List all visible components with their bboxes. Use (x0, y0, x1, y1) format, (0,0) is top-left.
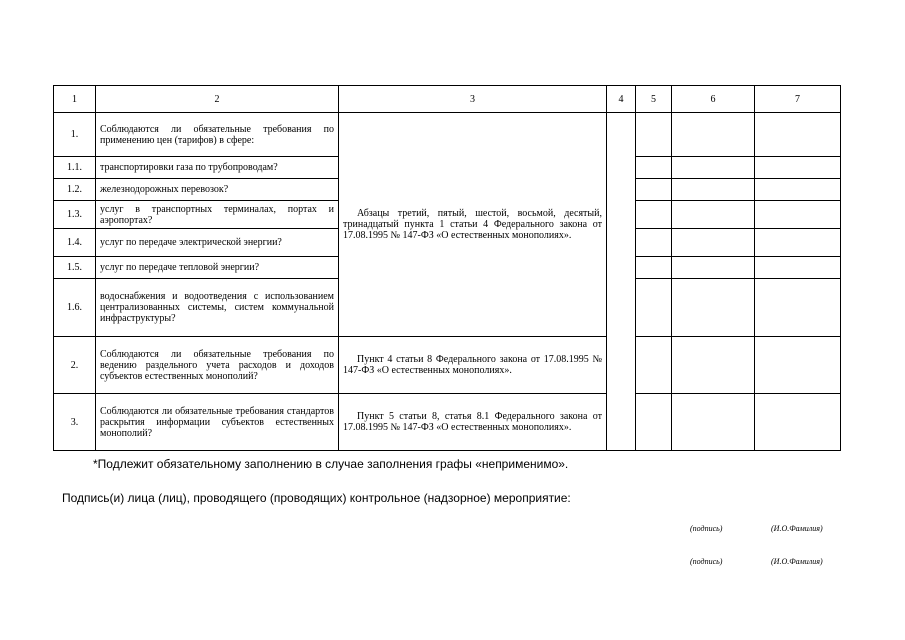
row-question: транспортировки газа по трубопроводам? (96, 157, 339, 179)
row-question: услуг по передаче электрической энергии? (96, 229, 339, 257)
answer-cell[interactable] (755, 157, 841, 179)
row-number: 1.3. (54, 201, 96, 229)
row-number: 1.4. (54, 229, 96, 257)
name-caption: (И.О.Фамилия) (771, 524, 823, 533)
signature-title: Подпись(и) лица (лиц), проводящего (проводящих) контрольное (надзорное) мероприятие: (62, 491, 571, 505)
answer-cell[interactable] (636, 279, 672, 337)
row-question: железнодорожных перевозок? (96, 179, 339, 201)
answer-cell[interactable] (672, 257, 755, 279)
answer-cell[interactable] (755, 337, 841, 394)
answer-cell[interactable] (755, 179, 841, 201)
answer-cell[interactable] (672, 337, 755, 394)
header-col-7: 7 (755, 86, 841, 113)
header-col-1: 1 (54, 86, 96, 113)
row-number: 1.5. (54, 257, 96, 279)
header-col-5: 5 (636, 86, 672, 113)
legal-reference-row2 (339, 337, 607, 394)
answer-cell[interactable] (672, 229, 755, 257)
answer-cell[interactable] (755, 201, 841, 229)
checklist-table (53, 85, 841, 451)
row-question: Соблюдаются ли обязательные требования стандартов раскрытия информации субъектов естественных монополий? (96, 394, 339, 451)
row-number: 1.2. (54, 179, 96, 201)
header-col-4: 4 (607, 86, 636, 113)
col4-merged-cell[interactable] (607, 113, 636, 451)
legal-reference-text: Пункт 5 статьи 8, статья 8.1 Федерального закона от 17.08.1995 № 147-ФЗ «О естественных монополиях». (343, 411, 602, 433)
legal-reference-row3 (339, 394, 607, 451)
table-row (54, 337, 841, 394)
answer-cell[interactable] (755, 394, 841, 451)
signature-caption: (подпись) (690, 524, 723, 533)
row-question: Соблюдаются ли обязательные требования по применению цен (тарифов) в сфере: (96, 113, 339, 157)
signature-caption: (подпись) (690, 557, 723, 566)
answer-cell[interactable] (672, 201, 755, 229)
answer-cell[interactable] (636, 337, 672, 394)
name-caption: (И.О.Фамилия) (771, 557, 823, 566)
header-col-3: 3 (339, 86, 607, 113)
footnote: *Подлежит обязательному заполнению в случае заполнения графы «неприменимо». (93, 457, 569, 471)
answer-cell[interactable] (755, 257, 841, 279)
row-question: услуг по передаче тепловой энергии? (96, 257, 339, 279)
answer-cell[interactable] (636, 113, 672, 157)
answer-cell[interactable] (636, 257, 672, 279)
row-question: услуг в транспортных терминалах, портах и аэропортах? (96, 201, 339, 229)
legal-reference-text: Пункт 4 статьи 8 Федерального закона от 17.08.1995 № 147-ФЗ «О естественных монополиях». (343, 354, 602, 376)
row-number: 1.1. (54, 157, 96, 179)
row-number: 2. (54, 337, 96, 394)
answer-cell[interactable] (755, 229, 841, 257)
answer-cell[interactable] (755, 279, 841, 337)
answer-cell[interactable] (755, 113, 841, 157)
answer-cell[interactable] (636, 229, 672, 257)
answer-cell[interactable] (672, 113, 755, 157)
row-number: 3. (54, 394, 96, 451)
answer-cell[interactable] (672, 394, 755, 451)
table-row (54, 394, 841, 451)
row-question: Соблюдаются ли обязательные требования по ведению раздельного учета расходов и доходов субъектов естественных монополий? (96, 337, 339, 394)
answer-cell[interactable] (636, 394, 672, 451)
row-number: 1.6. (54, 279, 96, 337)
legal-reference-group1 (339, 113, 607, 337)
row-number: 1. (54, 113, 96, 157)
answer-cell[interactable] (636, 201, 672, 229)
answer-cell[interactable] (672, 157, 755, 179)
legal-reference-text: Абзацы третий, пятый, шестой, восьмой, десятый, тринадцатый пункта 1 статьи 4 Федерального закона от 17.08.1995 № 147-ФЗ «О естественных монополиях». (343, 208, 602, 241)
answer-cell[interactable] (636, 157, 672, 179)
row-question: водоснабжения и водоотведения с использованием централизованных системы, систем коммунальной инфраструктуры? (96, 279, 339, 337)
header-col-6: 6 (672, 86, 755, 113)
header-col-2: 2 (96, 86, 339, 113)
answer-cell[interactable] (636, 179, 672, 201)
answer-cell[interactable] (672, 179, 755, 201)
table-row (54, 113, 841, 157)
header-row (54, 86, 841, 113)
answer-cell[interactable] (672, 279, 755, 337)
